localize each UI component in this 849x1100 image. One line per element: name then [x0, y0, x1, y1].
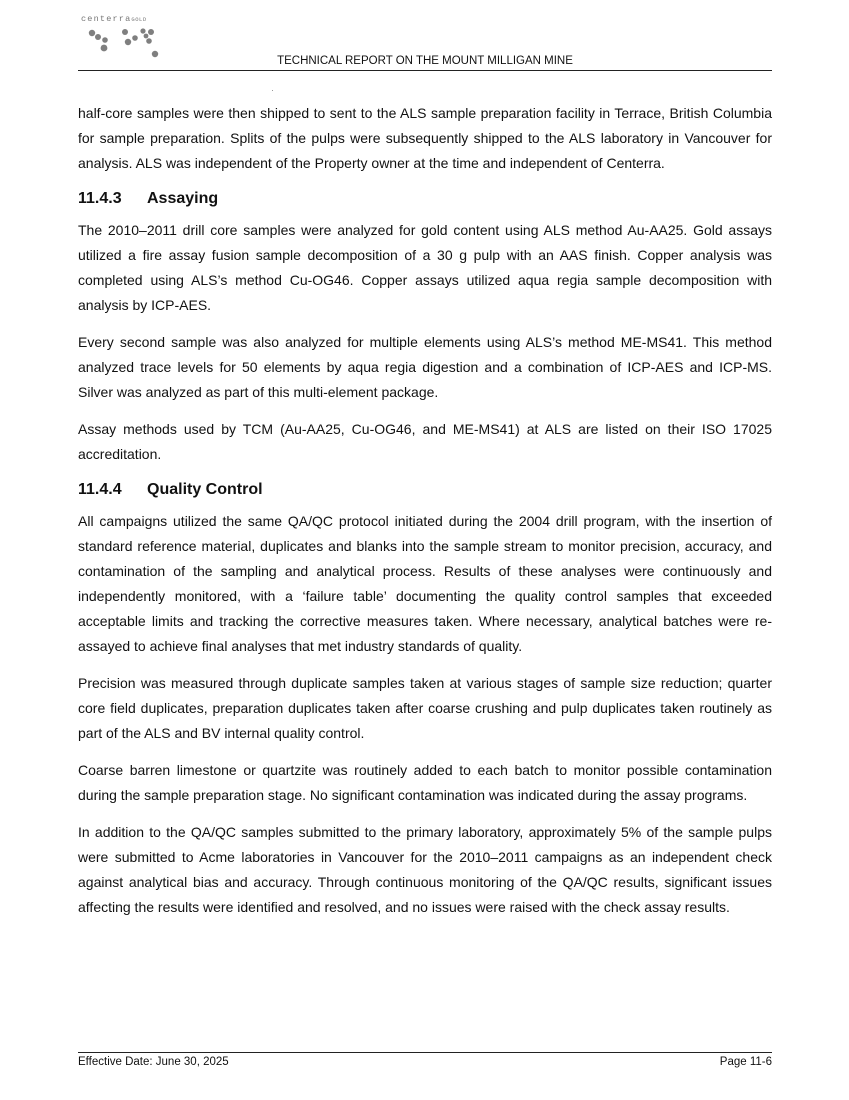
effective-date: Effective Date: June 30, 2025: [78, 1056, 229, 1068]
logo-wordmark: centerraGOLD: [81, 14, 147, 24]
stray-mark: [272, 90, 273, 91]
paragraph: All campaigns utilized the same QA/QC protocol initiated during the 2004 drill program, with the insertion of standard reference material, duplicates and blanks into the sample stream to monitor precision, accuracy, and contamination of the sampling and analytical process. Results of these analyses were continuously and independently monitored, with a ‘failure table’ documenting the quality control samples that exceeded acceptable limits and tracking the corrective measures taken. Where necessary, analytical batches were re-assayed to achieve final analyses that met industry standards of quality.: [78, 513, 772, 654]
section-title: Assaying: [147, 190, 219, 207]
page-body: [78, 101, 772, 932]
paragraph: Precision was measured through duplicate samples taken at various stages of sample size reduction; quarter core field duplicates, preparation duplicates taken after coarse crushing and pulp duplicates taken routinely as part of the ALS and BV internal quality control.: [78, 675, 772, 741]
paragraph: Assay methods used by TCM (Au-AA25, Cu-OG46, and ME-MS41) at ALS are listed on their ISO 17025 accreditation.: [78, 421, 772, 462]
section-number: 11.4.3: [78, 190, 122, 207]
paragraph: Every second sample was also analyzed for multiple elements using ALS’s method ME-MS41. This method analyzed trace levels for 50 elements by aqua regia digestion and a combination of ICP-AES and ICP-MS. Silver was analyzed as part of this multi-element package.: [78, 334, 772, 400]
section-title: Quality Control: [147, 481, 263, 498]
paragraph: Coarse barren limestone or quartzite was routinely added to each batch to monitor possible contamination during the sample preparation stage. No significant contamination was indicated during the assay programs.: [78, 762, 772, 803]
section-heading-assaying: [78, 188, 772, 210]
paragraph: The 2010–2011 drill core samples were analyzed for gold content using ALS method Au-AA25. Gold assays utilized a fire assay fusion sample decomposition of a 30 g pulp with an AAS finish. Copper analysis was completed using ALS’s method Cu-OG46. Copper assays utilized aqua regia sample decomposition with analysis by ICP-AES.: [78, 222, 772, 313]
section-heading-quality-control: [78, 479, 772, 501]
intro-paragraph: half-core samples were then shipped to sent to the ALS sample preparation facility in Terrace, British Columbia for sample preparation. Splits of the pulps were subsequently shipped to the ALS laboratory in Vancouver for analysis. ALS was independent of the Property owner at the time and independent of Centerra.: [78, 105, 772, 171]
footer-divider: [78, 1052, 772, 1053]
section-number: 11.4.4: [78, 481, 122, 498]
paragraph: In addition to the QA/QC samples submitted to the primary laboratory, approximately 5% of the sample pulps were submitted to Acme laboratories in Vancouver for the 2010–2011 campaigns as an independent check against analytical bias and accuracy. Through continuous monitoring of the QA/QC results, significant issues affecting the results were identified and resolved, and no issues were raised with the check assay results.: [78, 824, 772, 915]
page-header: [78, 14, 772, 70]
page-number: Page 11-6: [719, 1056, 772, 1068]
header-divider: [78, 70, 772, 71]
report-title: TECHNICAL REPORT ON THE MOUNT MILLIGAN MINE: [277, 55, 573, 67]
